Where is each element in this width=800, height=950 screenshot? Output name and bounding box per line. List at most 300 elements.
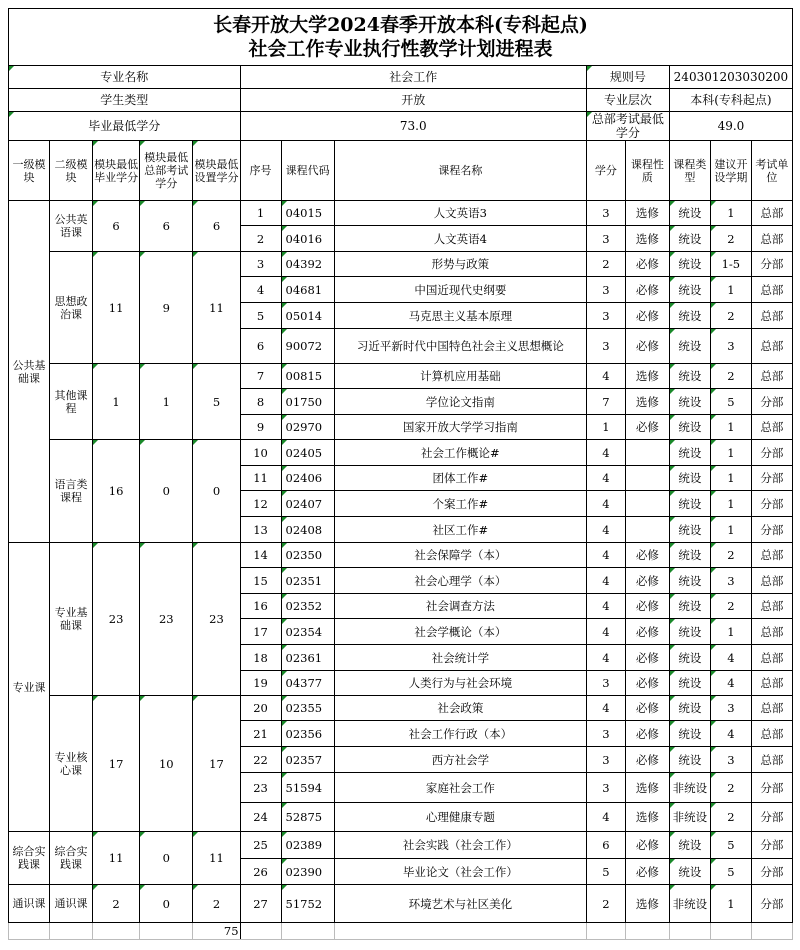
course-name: 学位论文指南 [334, 389, 586, 415]
course-credit: 7 [586, 389, 625, 415]
course-name: 社会统计学 [334, 645, 586, 671]
course-term: 2 [710, 594, 751, 619]
course-nature [625, 491, 669, 517]
course-term: 2 [710, 226, 751, 252]
course-type: 统设 [669, 364, 710, 389]
course-type: 统设 [669, 491, 710, 517]
course-name: 中国近现代史纲要 [334, 277, 586, 303]
course-code: 02354 [281, 619, 334, 645]
course-term: 3 [710, 696, 751, 721]
module-min-set-credit: 23 [193, 543, 240, 696]
course-row [9, 696, 793, 721]
major-name-value: 社会工作 [240, 66, 586, 89]
course-name: 社会工作行政（本） [334, 721, 586, 747]
course-term: 2 [710, 773, 751, 803]
course-term: 5 [710, 832, 751, 859]
course-name: 心理健康专题 [334, 803, 586, 832]
module-min-grad-credit: 17 [93, 696, 140, 832]
course-exam-unit: 分部 [751, 517, 792, 543]
course-credit: 4 [586, 491, 625, 517]
module-min-hq-credit: 9 [140, 252, 193, 364]
course-name: 环境艺术与社区美化 [334, 885, 586, 923]
course-code: 04681 [281, 277, 334, 303]
module-min-hq-credit: 6 [140, 201, 193, 252]
header-module-min-hq-credit: 模块最低总部考试学分 [140, 141, 193, 201]
course-term: 4 [710, 671, 751, 696]
course-seq: 17 [240, 619, 281, 645]
course-seq: 6 [240, 329, 281, 364]
course-credit: 2 [586, 885, 625, 923]
footer-empty-cell [140, 923, 193, 940]
course-row [9, 440, 793, 466]
course-seq: 26 [240, 859, 281, 885]
level1-module-cell: 公共基础课 [9, 201, 50, 543]
course-type: 统设 [669, 747, 710, 773]
course-name: 马克思主义基本原理 [334, 303, 586, 329]
header-course-nature: 课程性质 [625, 141, 669, 201]
module-min-grad-credit: 11 [93, 252, 140, 364]
course-nature: 选修 [625, 226, 669, 252]
course-name: 西方社会学 [334, 747, 586, 773]
course-term: 2 [710, 803, 751, 832]
course-code: 04015 [281, 201, 334, 226]
rule-number-label: 规则号 [586, 66, 669, 89]
header-seq: 序号 [240, 141, 281, 201]
course-name: 个案工作# [334, 491, 586, 517]
course-name: 人类行为与社会环境 [334, 671, 586, 696]
course-credit: 3 [586, 329, 625, 364]
course-exam-unit: 总部 [751, 696, 792, 721]
level1-module-cell: 通识课 [9, 885, 50, 923]
header-suggested-term: 建议开设学期 [710, 141, 751, 201]
course-name: 社会保障学（本） [334, 543, 586, 568]
course-type: 统设 [669, 201, 710, 226]
course-credit: 5 [586, 859, 625, 885]
course-seq: 24 [240, 803, 281, 832]
course-seq: 22 [240, 747, 281, 773]
course-credit: 3 [586, 721, 625, 747]
course-type: 非统设 [669, 773, 710, 803]
course-nature: 选修 [625, 885, 669, 923]
course-type: 统设 [669, 721, 710, 747]
course-credit: 4 [586, 568, 625, 594]
course-seq: 2 [240, 226, 281, 252]
course-code: 02361 [281, 645, 334, 671]
course-type: 统设 [669, 671, 710, 696]
course-row [9, 543, 793, 568]
course-seq: 23 [240, 773, 281, 803]
course-seq: 1 [240, 201, 281, 226]
course-name: 人文英语4 [334, 226, 586, 252]
course-credit: 4 [586, 696, 625, 721]
course-nature: 必修 [625, 252, 669, 277]
header-module-min-grad-credit: 模块最低毕业学分 [93, 141, 140, 201]
course-name: 社区工作# [334, 517, 586, 543]
footer-empty-cell [334, 923, 586, 940]
course-code: 51752 [281, 885, 334, 923]
course-exam-unit: 分部 [751, 832, 792, 859]
course-term: 1 [710, 491, 751, 517]
course-credit: 3 [586, 747, 625, 773]
course-seq: 13 [240, 517, 281, 543]
module-min-set-credit: 17 [193, 696, 240, 832]
course-type: 统设 [669, 226, 710, 252]
module-min-grad-credit: 23 [93, 543, 140, 696]
course-exam-unit: 总部 [751, 671, 792, 696]
course-type: 统设 [669, 277, 710, 303]
course-credit: 4 [586, 466, 625, 491]
course-name: 社会实践（社会工作） [334, 832, 586, 859]
course-type: 统设 [669, 832, 710, 859]
module-min-hq-credit: 0 [140, 832, 193, 885]
course-type: 统设 [669, 543, 710, 568]
header-level2-module: 二级模块 [49, 141, 92, 201]
course-nature: 必修 [625, 859, 669, 885]
course-type: 统设 [669, 859, 710, 885]
course-name: 人文英语3 [334, 201, 586, 226]
course-credit: 6 [586, 832, 625, 859]
course-seq: 27 [240, 885, 281, 923]
course-seq: 3 [240, 252, 281, 277]
course-code: 02356 [281, 721, 334, 747]
course-name: 习近平新时代中国特色社会主义思想概论 [334, 329, 586, 364]
header-course-name: 课程名称 [334, 141, 586, 201]
course-type: 统设 [669, 517, 710, 543]
student-type-label: 学生类型 [9, 89, 241, 112]
course-code: 02390 [281, 859, 334, 885]
course-type: 非统设 [669, 803, 710, 832]
course-code: 02407 [281, 491, 334, 517]
course-nature [625, 440, 669, 466]
footer-empty-cell [93, 923, 140, 940]
course-nature: 必修 [625, 543, 669, 568]
footer-empty-cell [586, 923, 625, 940]
course-exam-unit: 总部 [751, 645, 792, 671]
course-type: 统设 [669, 252, 710, 277]
course-nature: 必修 [625, 721, 669, 747]
module-min-set-credit: 2 [193, 885, 240, 923]
course-term: 4 [710, 721, 751, 747]
course-nature: 选修 [625, 389, 669, 415]
level2-module-cell: 语言类课程 [49, 440, 92, 543]
course-seq: 11 [240, 466, 281, 491]
course-nature: 选修 [625, 803, 669, 832]
module-min-hq-credit: 23 [140, 543, 193, 696]
course-term: 1 [710, 440, 751, 466]
course-code: 02352 [281, 594, 334, 619]
course-exam-unit: 总部 [751, 329, 792, 364]
footer-empty-cell [710, 923, 751, 940]
level1-module-cell: 综合实践课 [9, 832, 50, 885]
course-code: 02405 [281, 440, 334, 466]
level2-module-cell: 思想政治课 [49, 252, 92, 364]
course-seq: 5 [240, 303, 281, 329]
footer-empty-cell [625, 923, 669, 940]
course-seq: 19 [240, 671, 281, 696]
footer-empty-cell [9, 923, 50, 940]
course-credit: 4 [586, 440, 625, 466]
footer-empty-cell [669, 923, 710, 940]
course-exam-unit: 分部 [751, 491, 792, 517]
course-code: 04392 [281, 252, 334, 277]
course-credit: 4 [586, 364, 625, 389]
course-name: 毕业论文（社会工作） [334, 859, 586, 885]
course-type: 统设 [669, 645, 710, 671]
course-code: 02406 [281, 466, 334, 491]
course-exam-unit: 分部 [751, 803, 792, 832]
teaching-plan-table [8, 8, 793, 940]
course-nature: 必修 [625, 619, 669, 645]
course-exam-unit: 总部 [751, 568, 792, 594]
course-term: 3 [710, 747, 751, 773]
course-term: 3 [710, 568, 751, 594]
course-code: 02357 [281, 747, 334, 773]
level2-module-cell: 其他课程 [49, 364, 92, 440]
rule-number-value: 240301203030200 [669, 66, 792, 89]
course-term: 1 [710, 415, 751, 440]
title-line-1: 长春开放大学2024春季开放本科(专科起点) [213, 14, 588, 36]
course-type: 统设 [669, 696, 710, 721]
course-row [9, 832, 793, 859]
course-seq: 9 [240, 415, 281, 440]
course-nature: 必修 [625, 277, 669, 303]
level2-module-cell: 综合实践课 [49, 832, 92, 885]
course-credit: 3 [586, 671, 625, 696]
course-exam-unit: 总部 [751, 415, 792, 440]
course-type: 统设 [669, 440, 710, 466]
course-seq: 8 [240, 389, 281, 415]
course-term: 5 [710, 389, 751, 415]
course-code: 02355 [281, 696, 334, 721]
course-seq: 14 [240, 543, 281, 568]
min-graduation-credit-value: 73.0 [240, 112, 586, 141]
course-term: 5 [710, 859, 751, 885]
level2-module-cell: 专业基础课 [49, 543, 92, 696]
course-seq: 18 [240, 645, 281, 671]
level2-module-cell: 通识课 [49, 885, 92, 923]
course-credit: 4 [586, 543, 625, 568]
course-code: 02970 [281, 415, 334, 440]
course-term: 1 [710, 201, 751, 226]
course-seq: 21 [240, 721, 281, 747]
course-type: 统设 [669, 303, 710, 329]
footer-empty-cell [751, 923, 792, 940]
course-type: 统设 [669, 389, 710, 415]
course-exam-unit: 总部 [751, 277, 792, 303]
course-seq: 20 [240, 696, 281, 721]
course-seq: 7 [240, 364, 281, 389]
course-term: 3 [710, 329, 751, 364]
course-nature [625, 517, 669, 543]
major-level-value: 本科(专科起点) [669, 89, 792, 112]
course-credit: 2 [586, 252, 625, 277]
course-nature: 选修 [625, 201, 669, 226]
course-nature: 必修 [625, 645, 669, 671]
module-min-set-credit: 0 [193, 440, 240, 543]
course-code: 01750 [281, 389, 334, 415]
course-credit: 1 [586, 415, 625, 440]
page-title [9, 9, 793, 66]
header-exam-unit: 考试单位 [751, 141, 792, 201]
course-seq: 12 [240, 491, 281, 517]
total-credit-value: 75 [193, 923, 240, 940]
header-level1-module: 一级模块 [9, 141, 50, 201]
footer-empty-cell [49, 923, 92, 940]
major-level-label: 专业层次 [586, 89, 669, 112]
level2-module-cell: 专业核心课 [49, 696, 92, 832]
course-name: 社会调查方法 [334, 594, 586, 619]
course-row [9, 885, 793, 923]
course-credit: 3 [586, 201, 625, 226]
module-min-grad-credit: 6 [93, 201, 140, 252]
module-min-set-credit: 5 [193, 364, 240, 440]
course-name: 形势与政策 [334, 252, 586, 277]
course-type: 统设 [669, 466, 710, 491]
course-code: 00815 [281, 364, 334, 389]
course-row [9, 201, 793, 226]
course-seq: 25 [240, 832, 281, 859]
course-code: 02351 [281, 568, 334, 594]
course-name: 团体工作# [334, 466, 586, 491]
course-nature: 选修 [625, 773, 669, 803]
title-line-2: 社会工作专业执行性教学计划进程表 [248, 38, 553, 60]
teaching-plan-sheet [8, 8, 793, 940]
course-nature: 必修 [625, 329, 669, 364]
course-type: 统设 [669, 329, 710, 364]
module-min-hq-credit: 0 [140, 440, 193, 543]
course-exam-unit: 分部 [751, 885, 792, 923]
course-code: 52875 [281, 803, 334, 832]
course-name: 社会工作概论# [334, 440, 586, 466]
course-exam-unit: 总部 [751, 226, 792, 252]
course-name: 社会政策 [334, 696, 586, 721]
course-credit: 3 [586, 226, 625, 252]
course-nature [625, 466, 669, 491]
course-term: 2 [710, 364, 751, 389]
course-nature: 必修 [625, 568, 669, 594]
course-type: 统设 [669, 594, 710, 619]
course-term: 4 [710, 645, 751, 671]
course-exam-unit: 总部 [751, 364, 792, 389]
course-nature: 必修 [625, 303, 669, 329]
course-type: 统设 [669, 415, 710, 440]
module-min-hq-credit: 10 [140, 696, 193, 832]
course-credit: 4 [586, 517, 625, 543]
module-min-grad-credit: 16 [93, 440, 140, 543]
module-min-grad-credit: 2 [93, 885, 140, 923]
course-nature: 必修 [625, 671, 669, 696]
hq-min-exam-credit-label: 总部考试最低学分 [586, 112, 669, 141]
footer-row [9, 923, 793, 940]
header-course-code: 课程代码 [281, 141, 334, 201]
course-credit: 3 [586, 773, 625, 803]
course-seq: 4 [240, 277, 281, 303]
course-credit: 4 [586, 803, 625, 832]
course-row [9, 364, 793, 389]
course-type: 统设 [669, 619, 710, 645]
course-exam-unit: 分部 [751, 389, 792, 415]
course-exam-unit: 分部 [751, 252, 792, 277]
course-term: 1 [710, 277, 751, 303]
course-nature: 必修 [625, 415, 669, 440]
module-min-hq-credit: 1 [140, 364, 193, 440]
course-term: 1 [710, 619, 751, 645]
course-exam-unit: 分部 [751, 466, 792, 491]
course-exam-unit: 总部 [751, 303, 792, 329]
course-code: 51594 [281, 773, 334, 803]
header-credit: 学分 [586, 141, 625, 201]
course-name: 社会学概论（本） [334, 619, 586, 645]
module-min-set-credit: 11 [193, 832, 240, 885]
level1-module-cell: 专业课 [9, 543, 50, 832]
student-type-value: 开放 [240, 89, 586, 112]
course-code: 05014 [281, 303, 334, 329]
course-nature: 必修 [625, 696, 669, 721]
footer-empty-cell [240, 923, 281, 940]
course-term: 1 [710, 517, 751, 543]
course-type: 非统设 [669, 885, 710, 923]
course-credit: 3 [586, 277, 625, 303]
course-credit: 4 [586, 645, 625, 671]
course-seq: 16 [240, 594, 281, 619]
module-min-set-credit: 11 [193, 252, 240, 364]
course-nature: 必修 [625, 747, 669, 773]
course-row [9, 252, 793, 277]
course-term: 1 [710, 885, 751, 923]
course-term: 2 [710, 543, 751, 568]
course-name: 计算机应用基础 [334, 364, 586, 389]
course-name: 社会心理学（本） [334, 568, 586, 594]
course-exam-unit: 总部 [751, 201, 792, 226]
course-credit: 3 [586, 303, 625, 329]
course-code: 90072 [281, 329, 334, 364]
course-exam-unit: 总部 [751, 721, 792, 747]
course-seq: 10 [240, 440, 281, 466]
course-code: 02350 [281, 543, 334, 568]
module-min-hq-credit: 0 [140, 885, 193, 923]
course-nature: 选修 [625, 364, 669, 389]
course-exam-unit: 总部 [751, 594, 792, 619]
course-credit: 4 [586, 594, 625, 619]
course-term: 1-5 [710, 252, 751, 277]
course-exam-unit: 总部 [751, 543, 792, 568]
course-exam-unit: 分部 [751, 773, 792, 803]
course-code: 04377 [281, 671, 334, 696]
hq-min-exam-credit-value: 49.0 [669, 112, 792, 141]
course-credit: 4 [586, 619, 625, 645]
course-nature: 必修 [625, 594, 669, 619]
module-min-grad-credit: 1 [93, 364, 140, 440]
course-name: 家庭社会工作 [334, 773, 586, 803]
course-nature: 必修 [625, 832, 669, 859]
footer-empty-cell [281, 923, 334, 940]
header-course-type: 课程类型 [669, 141, 710, 201]
course-code: 04016 [281, 226, 334, 252]
course-code: 02389 [281, 832, 334, 859]
course-type: 统设 [669, 568, 710, 594]
course-code: 02408 [281, 517, 334, 543]
course-exam-unit: 分部 [751, 440, 792, 466]
course-term: 2 [710, 303, 751, 329]
course-term: 1 [710, 466, 751, 491]
course-exam-unit: 总部 [751, 619, 792, 645]
header-module-min-set-credit: 模块最低设置学分 [193, 141, 240, 201]
course-seq: 15 [240, 568, 281, 594]
course-exam-unit: 总部 [751, 747, 792, 773]
min-graduation-credit-label: 毕业最低学分 [9, 112, 241, 141]
level2-module-cell: 公共英语课 [49, 201, 92, 252]
course-name: 国家开放大学学习指南 [334, 415, 586, 440]
